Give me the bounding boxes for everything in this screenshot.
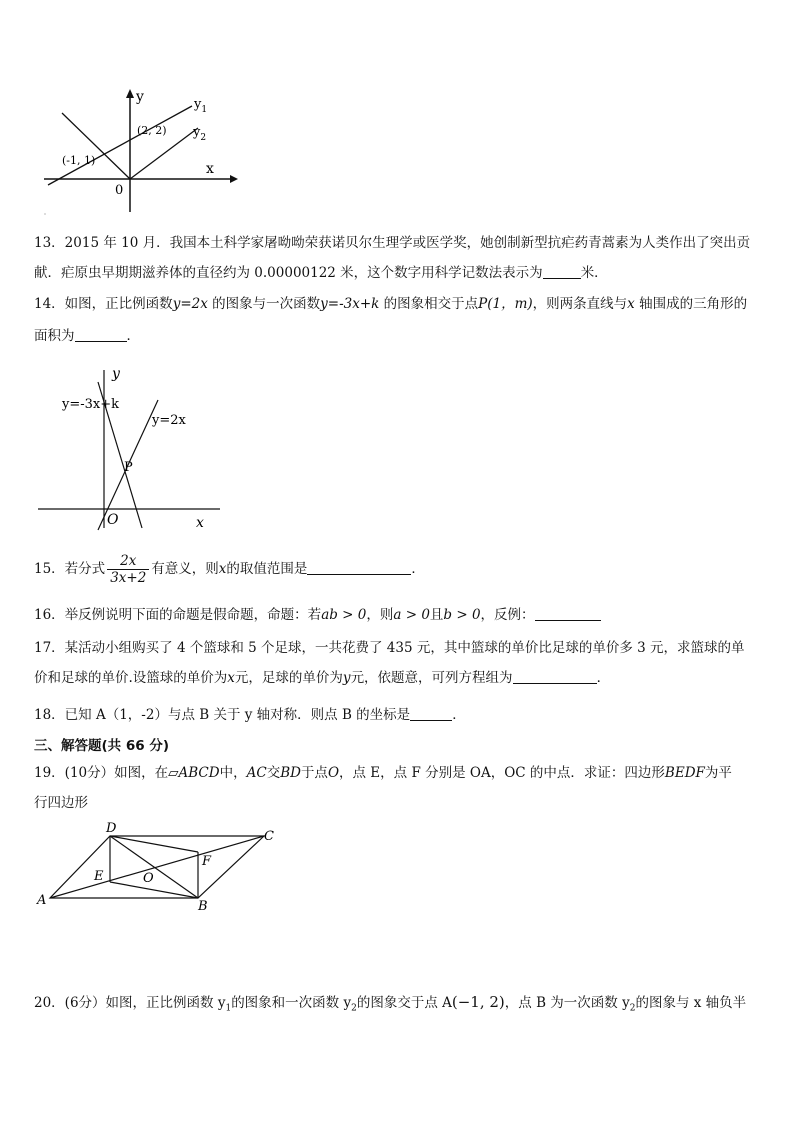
q14-answer-blank[interactable] [75, 327, 127, 342]
q16-line [34, 603, 601, 623]
q18-text: 18．已知 A（1，-2）与点 B 关于 y 轴对称．则点 B 的坐标是 [34, 707, 411, 723]
q17-x: x [227, 670, 235, 686]
q17-text-a: 价和足球的单价.设篮球的单价为 [34, 670, 228, 686]
q15-prefix: 15．若分式 [34, 561, 106, 577]
vertex-c-label: C [264, 829, 274, 844]
q20-point: (−1, 2) [451, 993, 505, 1011]
q20-line [34, 991, 746, 1014]
q17-y: y [342, 670, 351, 686]
vertex-a-label: A [37, 893, 47, 908]
q16-answer-blank[interactable] [535, 606, 601, 621]
q19-text-d: 于点 [300, 765, 328, 781]
line-neg3x-k-label: y=-3x+k [62, 397, 120, 412]
q13-line-1: 13．2015 年 10 月．我国本土科学家屠呦呦荣获诺贝尔生理学或医学奖，她创制新型抗疟药青蒿素为人类作出了突出贡 [34, 235, 751, 251]
point-o-label: O [143, 871, 154, 886]
q19-text-e: ，点 E，点 F 分别是 OA，OC 的中点．求证：四边形 [339, 765, 665, 781]
q18-line [34, 703, 466, 723]
q14-text-d: ，则两条直线与 [532, 296, 628, 312]
q13-line-2 [34, 261, 608, 281]
q19-line-1 [34, 761, 732, 781]
x-axis-label: x [196, 515, 204, 531]
diagonal-bd [110, 836, 198, 898]
q19-text-f: 为平 [704, 765, 732, 781]
line-2x-label: y=2x [152, 413, 186, 428]
q17-text-c: 元，依题意，可列方程组为 [350, 670, 513, 686]
q16-text-a: 16．举反例说明下面的命题是假命题，命题：若 [34, 607, 322, 623]
y1-label: $y_1$ [194, 97, 208, 115]
q14-text-c: 的图象相交于点 [379, 296, 479, 312]
diagonal-ac [50, 836, 264, 898]
q19-parallelogram: ▱ABCD [168, 765, 220, 781]
q17-line-2 [34, 666, 610, 686]
vertex-d-label: D [106, 821, 117, 836]
x-axis-arrow [230, 175, 238, 183]
q14-text-a: 14．如图，正比例函数 [34, 296, 173, 312]
point-e-label: E [94, 869, 104, 884]
q16-text-c: 且 [429, 607, 444, 623]
q19-o: O [327, 765, 340, 781]
q15-fraction [107, 553, 149, 586]
point-label-2-2: (2, 2) [137, 124, 167, 137]
q20-sub-1: 1 [225, 1003, 232, 1014]
q19-text-a: 19．(10分）如图，在 [34, 765, 169, 781]
q14-text-b: 的图象与一次函数 [207, 296, 321, 312]
origin-label: O [107, 512, 119, 528]
y-axis-label: y [112, 366, 120, 382]
q19-text-c: 交 [266, 765, 281, 781]
point-f-label: F [202, 854, 212, 869]
q19-line-2: 行四边形 [34, 795, 88, 811]
q15-mid: 有意义，则 [151, 561, 219, 577]
q19-bedf: BEDF [664, 765, 705, 781]
q20-sub-2: 2 [351, 1003, 357, 1014]
origin-label: 0 [115, 183, 124, 198]
q19-ac: AC [246, 765, 267, 781]
x-axis-label: x [206, 161, 214, 177]
q18-answer-blank[interactable] [410, 706, 452, 721]
q15-var: x [218, 561, 227, 577]
q20-text-c: 的图象交于点 A [356, 995, 452, 1011]
q15-answer-blank[interactable] [307, 560, 411, 575]
q16-cond-2: a > 0 [393, 607, 430, 623]
q19-bd: BD [280, 765, 301, 781]
y2-label: $y_2$ [193, 125, 207, 143]
section-3-heading: 三、解答题(共 66 分) [34, 738, 170, 754]
q16-text-d: ，反例： [480, 607, 535, 623]
q16-cond-3: b > 0 [443, 607, 481, 623]
q17-answer-blank[interactable] [513, 669, 597, 684]
q15-line [34, 553, 425, 586]
q15-suffix: 的取值范围是 [226, 561, 308, 577]
q14-func-1: y=2x [172, 296, 208, 312]
q20-sub-3: 2 [629, 1003, 636, 1014]
q18-end: ． [452, 707, 466, 723]
vertex-b-label: B [198, 899, 208, 910]
q13-unit: 米． [580, 265, 608, 281]
q17-line-1: 17．某活动小组购买了 4 个篮球和 5 个足球，一共花费了 435 元，其中篮球的单价比足球的单价多 3 元，求篮球的单 [34, 640, 745, 656]
segment-fd [110, 836, 198, 852]
q15-numerator: 2x [107, 553, 149, 570]
q15-end: ． [411, 561, 425, 577]
q13-answer-blank[interactable] [543, 264, 581, 279]
q20-text-a: 20．(6分）如图，正比例函数 y [34, 995, 226, 1011]
q14-point: P(1，m) [478, 296, 533, 312]
q14-x: x [627, 296, 635, 312]
q20-text-e: 的图象与 x 轴负半 [635, 995, 747, 1011]
line-y1 [48, 106, 192, 185]
q14-end: ． [126, 328, 140, 344]
q14-text-e: 轴围成的三角形的 [634, 296, 748, 312]
y-axis-arrow [126, 89, 134, 98]
q20-text-d: ，点 B 为一次函数 y [504, 995, 630, 1011]
q14-text-f: 面积为 [34, 328, 75, 344]
q16-cond-1: ab > 0 [321, 607, 367, 623]
q16-text-b: ，则 [366, 607, 394, 623]
segment-eb [110, 882, 198, 898]
q15-denominator: 3x+2 [110, 570, 147, 586]
q14-line-2 [34, 324, 140, 344]
figure-2-graph [34, 360, 224, 532]
y-axis-label: y [136, 89, 144, 105]
q20-text-b: 的图象和一次函数 y [231, 995, 352, 1011]
point-p-label: P [124, 460, 133, 475]
q17-end: ． [596, 670, 611, 686]
q17-text-b: 元，足球的单价为 [234, 670, 343, 686]
q14-func-2: y=-3x+k [320, 296, 380, 312]
q13-text: 献．疟原虫早期期滋养体的直径约为 0.00000122 米，这个数字用科学记数法表示为 [34, 265, 543, 281]
figure-3-parallelogram [34, 818, 284, 910]
point-label-neg1-1: (-1, 1) [62, 154, 96, 167]
q14-line-1 [34, 292, 747, 312]
figure-1-graph [40, 86, 240, 218]
q19-text-b: 中， [219, 765, 247, 781]
